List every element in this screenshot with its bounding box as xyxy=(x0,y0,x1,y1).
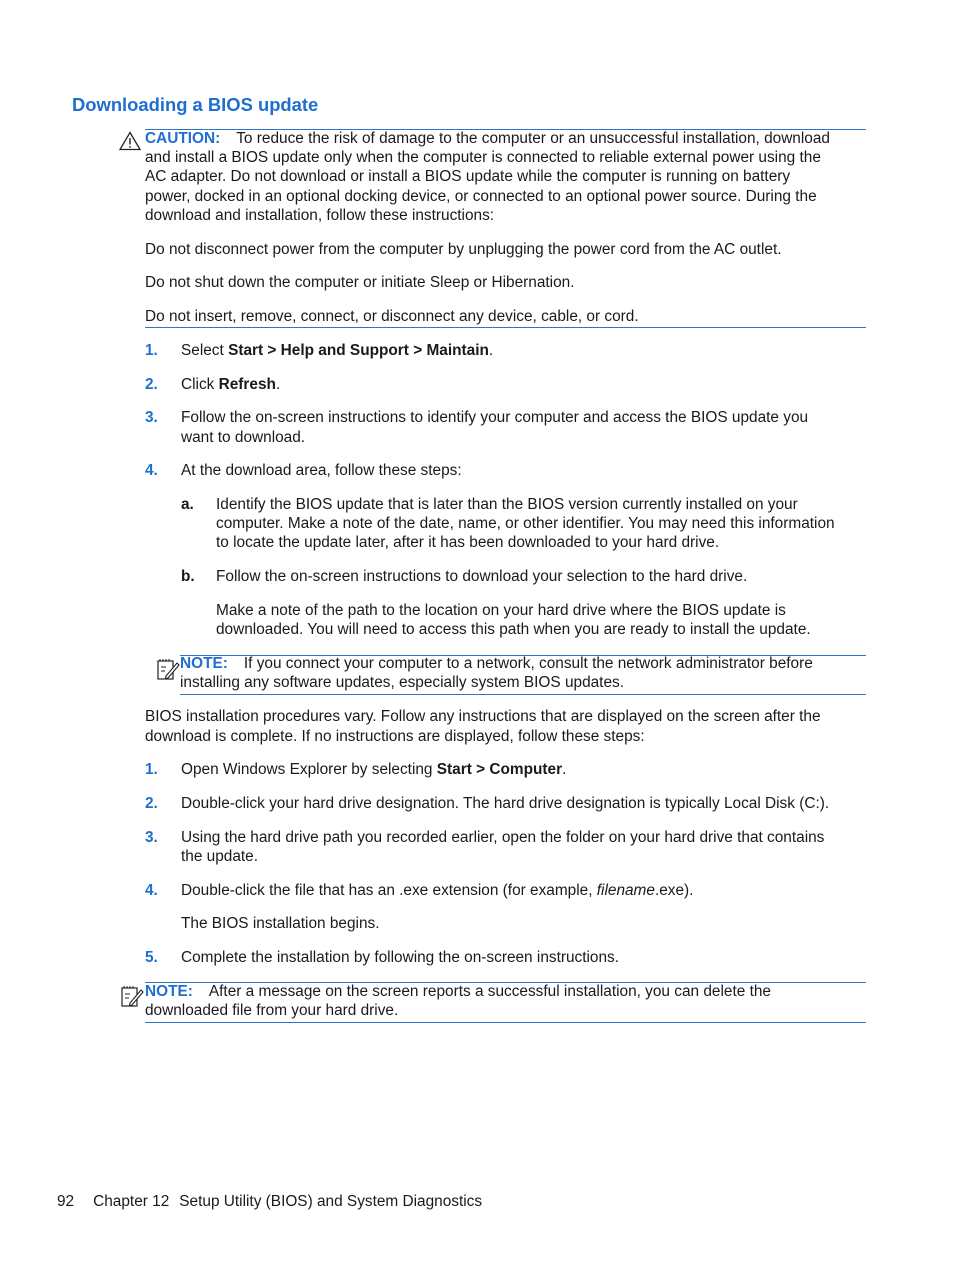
substep-text: Make a note of the path to the location on your hard drive where the BIOS update is xyxy=(216,602,786,619)
step-text: At the download area, follow these steps: xyxy=(181,462,462,479)
step-text: Using the hard drive path you recorded earlier, open the folder on your hard drive that contains xyxy=(181,829,825,846)
step-number: 2. xyxy=(145,795,158,812)
step-text: Double-click the file that has an .exe extension (for example, filename.exe). xyxy=(181,882,694,899)
step-text: Select Start > Help and Support > Maintain. xyxy=(181,342,494,359)
step-number: 3. xyxy=(145,829,158,846)
step-text: Complete the installation by following the on-screen instructions. xyxy=(181,949,620,966)
step-text: want to download. xyxy=(181,429,306,446)
step-text: The BIOS installation begins. xyxy=(181,915,380,932)
step-text: Double-click your hard drive designation. The hard drive designation is typically Local Disk (C:). xyxy=(181,795,830,812)
page-footer xyxy=(57,1192,482,1211)
body-paragraph: BIOS installation procedures vary. Follow any instructions that are displayed on the screen after the xyxy=(145,708,821,725)
chapter-label: Chapter 12 xyxy=(93,1193,170,1210)
caution-bottom-rule xyxy=(145,327,866,328)
step-number: 4. xyxy=(145,462,158,479)
substep-text: downloaded. You will need to access this path when you are ready to install the update. xyxy=(216,621,811,638)
step-number: 3. xyxy=(145,409,158,426)
note-bottom-rule xyxy=(180,694,866,695)
caution-line: AC adapter. Do not download or install a BIOS update while the computer is running on battery xyxy=(145,168,791,185)
substep-text: Follow the on-screen instructions to download your selection to the hard drive. xyxy=(216,568,748,585)
caution-line: power, docked in an optional docking device, or connected to an optional power source. During the xyxy=(145,188,817,205)
note-line: NOTE: If you connect your computer to a network, consult the network administrator before xyxy=(180,655,813,672)
step-number: 1. xyxy=(145,342,158,359)
note-pad-icon xyxy=(120,984,144,1008)
step-number: 2. xyxy=(145,376,158,393)
caution-item: Do not shut down the computer or initiate Sleep or Hibernation. xyxy=(145,274,575,291)
substep-letter: a. xyxy=(181,496,194,513)
note-label: NOTE: xyxy=(180,655,228,672)
step-number: 4. xyxy=(145,882,158,899)
note-bottom-rule xyxy=(145,1022,866,1023)
caution-line: and install a BIOS update only when the computer is connected to reliable external power using the xyxy=(145,149,821,166)
note-label: NOTE: xyxy=(145,983,193,1000)
caution-line: download and installation, follow these instructions: xyxy=(145,207,495,224)
step-text: the update. xyxy=(181,848,259,865)
step-number: 5. xyxy=(145,949,158,966)
note-line: installing any software updates, especially system BIOS updates. xyxy=(180,674,624,691)
step-text: Click Refresh. xyxy=(181,376,281,393)
note-pad-icon xyxy=(156,657,180,681)
section-heading: Downloading a BIOS update xyxy=(72,94,319,115)
caution-item: Do not insert, remove, connect, or disconnect any device, cable, or cord. xyxy=(145,308,639,325)
caution-item: Do not disconnect power from the computer by unplugging the power cord from the AC outlet. xyxy=(145,241,782,258)
caution-line: CAUTION: To reduce the risk of damage to the computer or an unsuccessful installation, download xyxy=(145,130,830,147)
substep-text: computer. Make a note of the date, name, or other identifier. You may need this information xyxy=(216,515,835,532)
caution-label: CAUTION: xyxy=(145,130,221,147)
step-text: Follow the on-screen instructions to identify your computer and access the BIOS update you xyxy=(181,409,809,426)
page-number: 92 xyxy=(57,1193,75,1210)
chapter-title: Setup Utility (BIOS) and System Diagnostics xyxy=(179,1193,483,1210)
substep-text: to locate the update later, after it has been downloaded to your hard drive. xyxy=(216,534,720,551)
note-line: downloaded file from your hard drive. xyxy=(145,1002,399,1019)
step-text: Open Windows Explorer by selecting Start > Computer. xyxy=(181,761,567,778)
note-line: NOTE: After a message on the screen reports a successful installation, you can delete the xyxy=(145,983,771,1000)
body-paragraph: download is complete. If no instructions are displayed, follow these steps: xyxy=(145,728,645,745)
substep-letter: b. xyxy=(181,568,195,585)
substep-text: Identify the BIOS update that is later than the BIOS version currently installed on your xyxy=(216,496,798,513)
step-number: 1. xyxy=(145,761,158,778)
warning-triangle-icon xyxy=(119,131,141,151)
